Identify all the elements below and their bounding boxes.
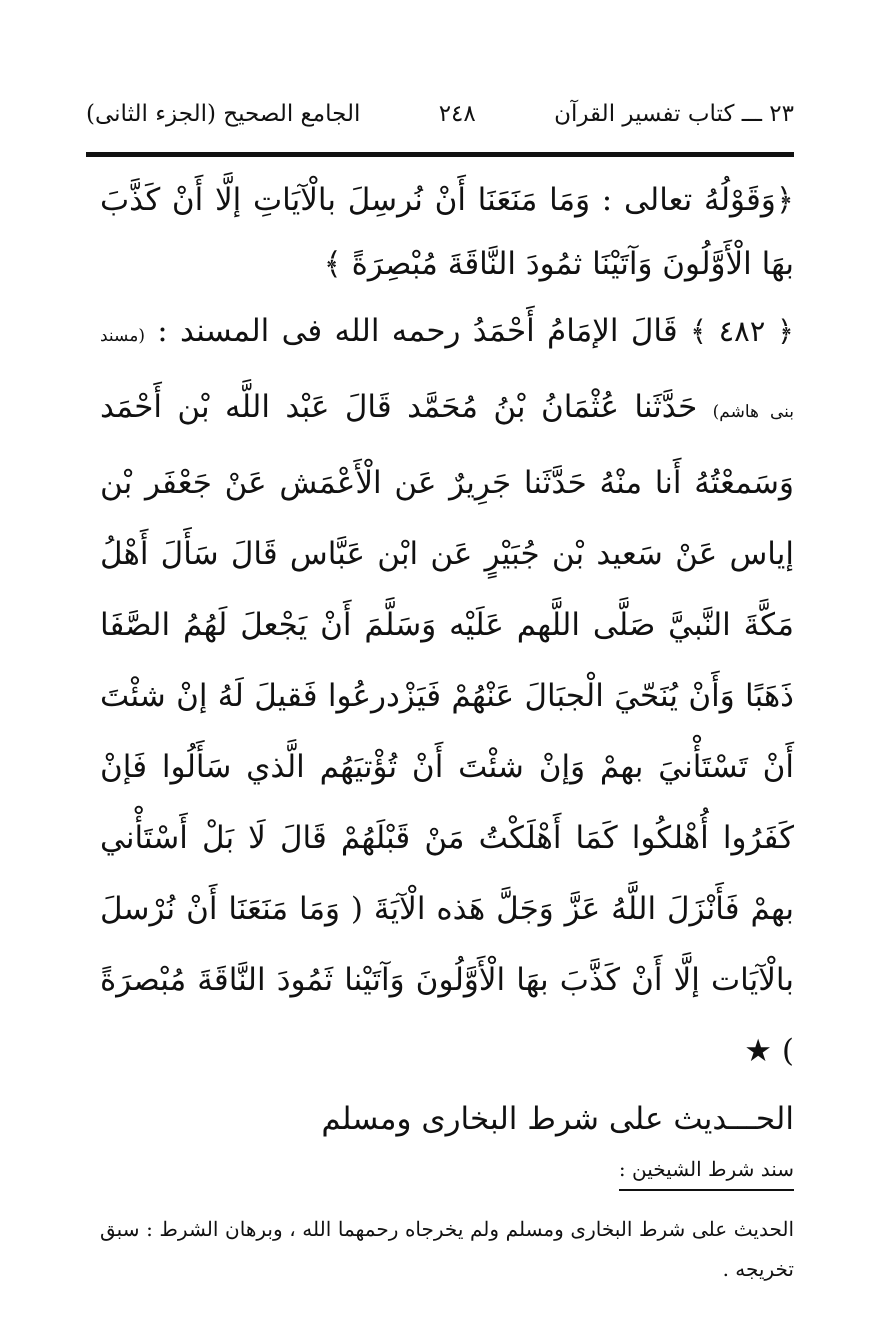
section-heading: سند شرط الشيخين : <box>619 1153 794 1191</box>
hadith-text: حَدَّثَنا عُثْمَانُ بْنُ مُحَمَّد قَالَ عَبْد اللَّه بْن أَحْمَد وَسَمعْتُهُ أَنا منْهُ حَدَّثَنا جَرِيرٌ عَن الْأَعْمَش عَنْ جَعْفَر بْن إياس عَنْ سَعيد بْن جُبَيْرٍ عَن ابْن عَبَّاس قَالَ سَأَلَ أَهْلُ مَكَّةَ النَّبيَّ صَلَّى اللَّهم عَلَيْه وَسَلَّمَ أَنْ يَجْعلَ لَهُمُ الصَّفَا ذَهَبًا وَأَنْ يُنَحّيَ الْجبَالَ عَنْهُمْ فَيَزْدرعُوا فَقيلَ لَهُ إنْ شئْتَ أَنْ تَسْتَأْنيَ بهمْ وَإنْ شئْتَ أَنْ تُؤْتيَهُم الَّذي سَأَلُوا فَإنْ كَفَرُوا أُهْلكُوا كَمَا أَهْلَكْتُ مَنْ قَبْلَهُمْ قَالَ لَا بَلْ أَسْتَأْني بهمْ فَأَنْزَلَ اللَّهُ عَزَّ وَجَلَّ هَذه الْآيَةَ ( وَمَا مَنَعَنَا أَنْ نُرْسلَ بالْآيَات إلَّا أَنْ كَذَّبَ بهَا الْأَوَّلُونَ وَآتَيْنا ثَمُودَ النَّاقَةَ مُبْصرَةً ) ★ <box>100 389 794 1069</box>
section-heading-wrap <box>100 1151 794 1191</box>
page-body <box>100 168 794 1289</box>
hadith-grade: الحـــديث على شرط البخارى ومسلم <box>321 1101 794 1137</box>
hadith-reference: (مسند بنى هاشم) <box>100 326 795 422</box>
page-number: ٢٤٨ <box>438 101 476 127</box>
section-note: الحديث على شرط البخارى ومسلم ولم يخرجاه رحمهما الله ، وبرهان الشرط : سبق تخريجه . <box>100 1217 794 1281</box>
chapter-title: ٢٣ ـــ كتاب تفسير القرآن <box>554 101 794 127</box>
book-title: الجامع الصحيح (الجزء الثانى) <box>86 101 361 127</box>
page-header <box>86 94 794 134</box>
header-rule <box>86 152 794 157</box>
hadith-block <box>100 296 794 1087</box>
quran-verse: ﴿وَقَوْلُهُ تعالى : وَمَا مَنَعَنَا أَنْ نُرسِلَ بالْآيَاتِ إلَّا أَنْ كَذَّبَ بهَا الْأَوَّلُونَ وَآتَيْنَا ثمُودَ النَّاقَةَ مُبْصِرَةً ﴾ <box>100 182 794 282</box>
hadith-number: ﴿ ٤٨٢ ﴾ <box>689 314 794 348</box>
hadith-intro: قَالَ الإمَامُ أَحْمَدُ رحمه الله فى المسند : <box>157 313 678 349</box>
